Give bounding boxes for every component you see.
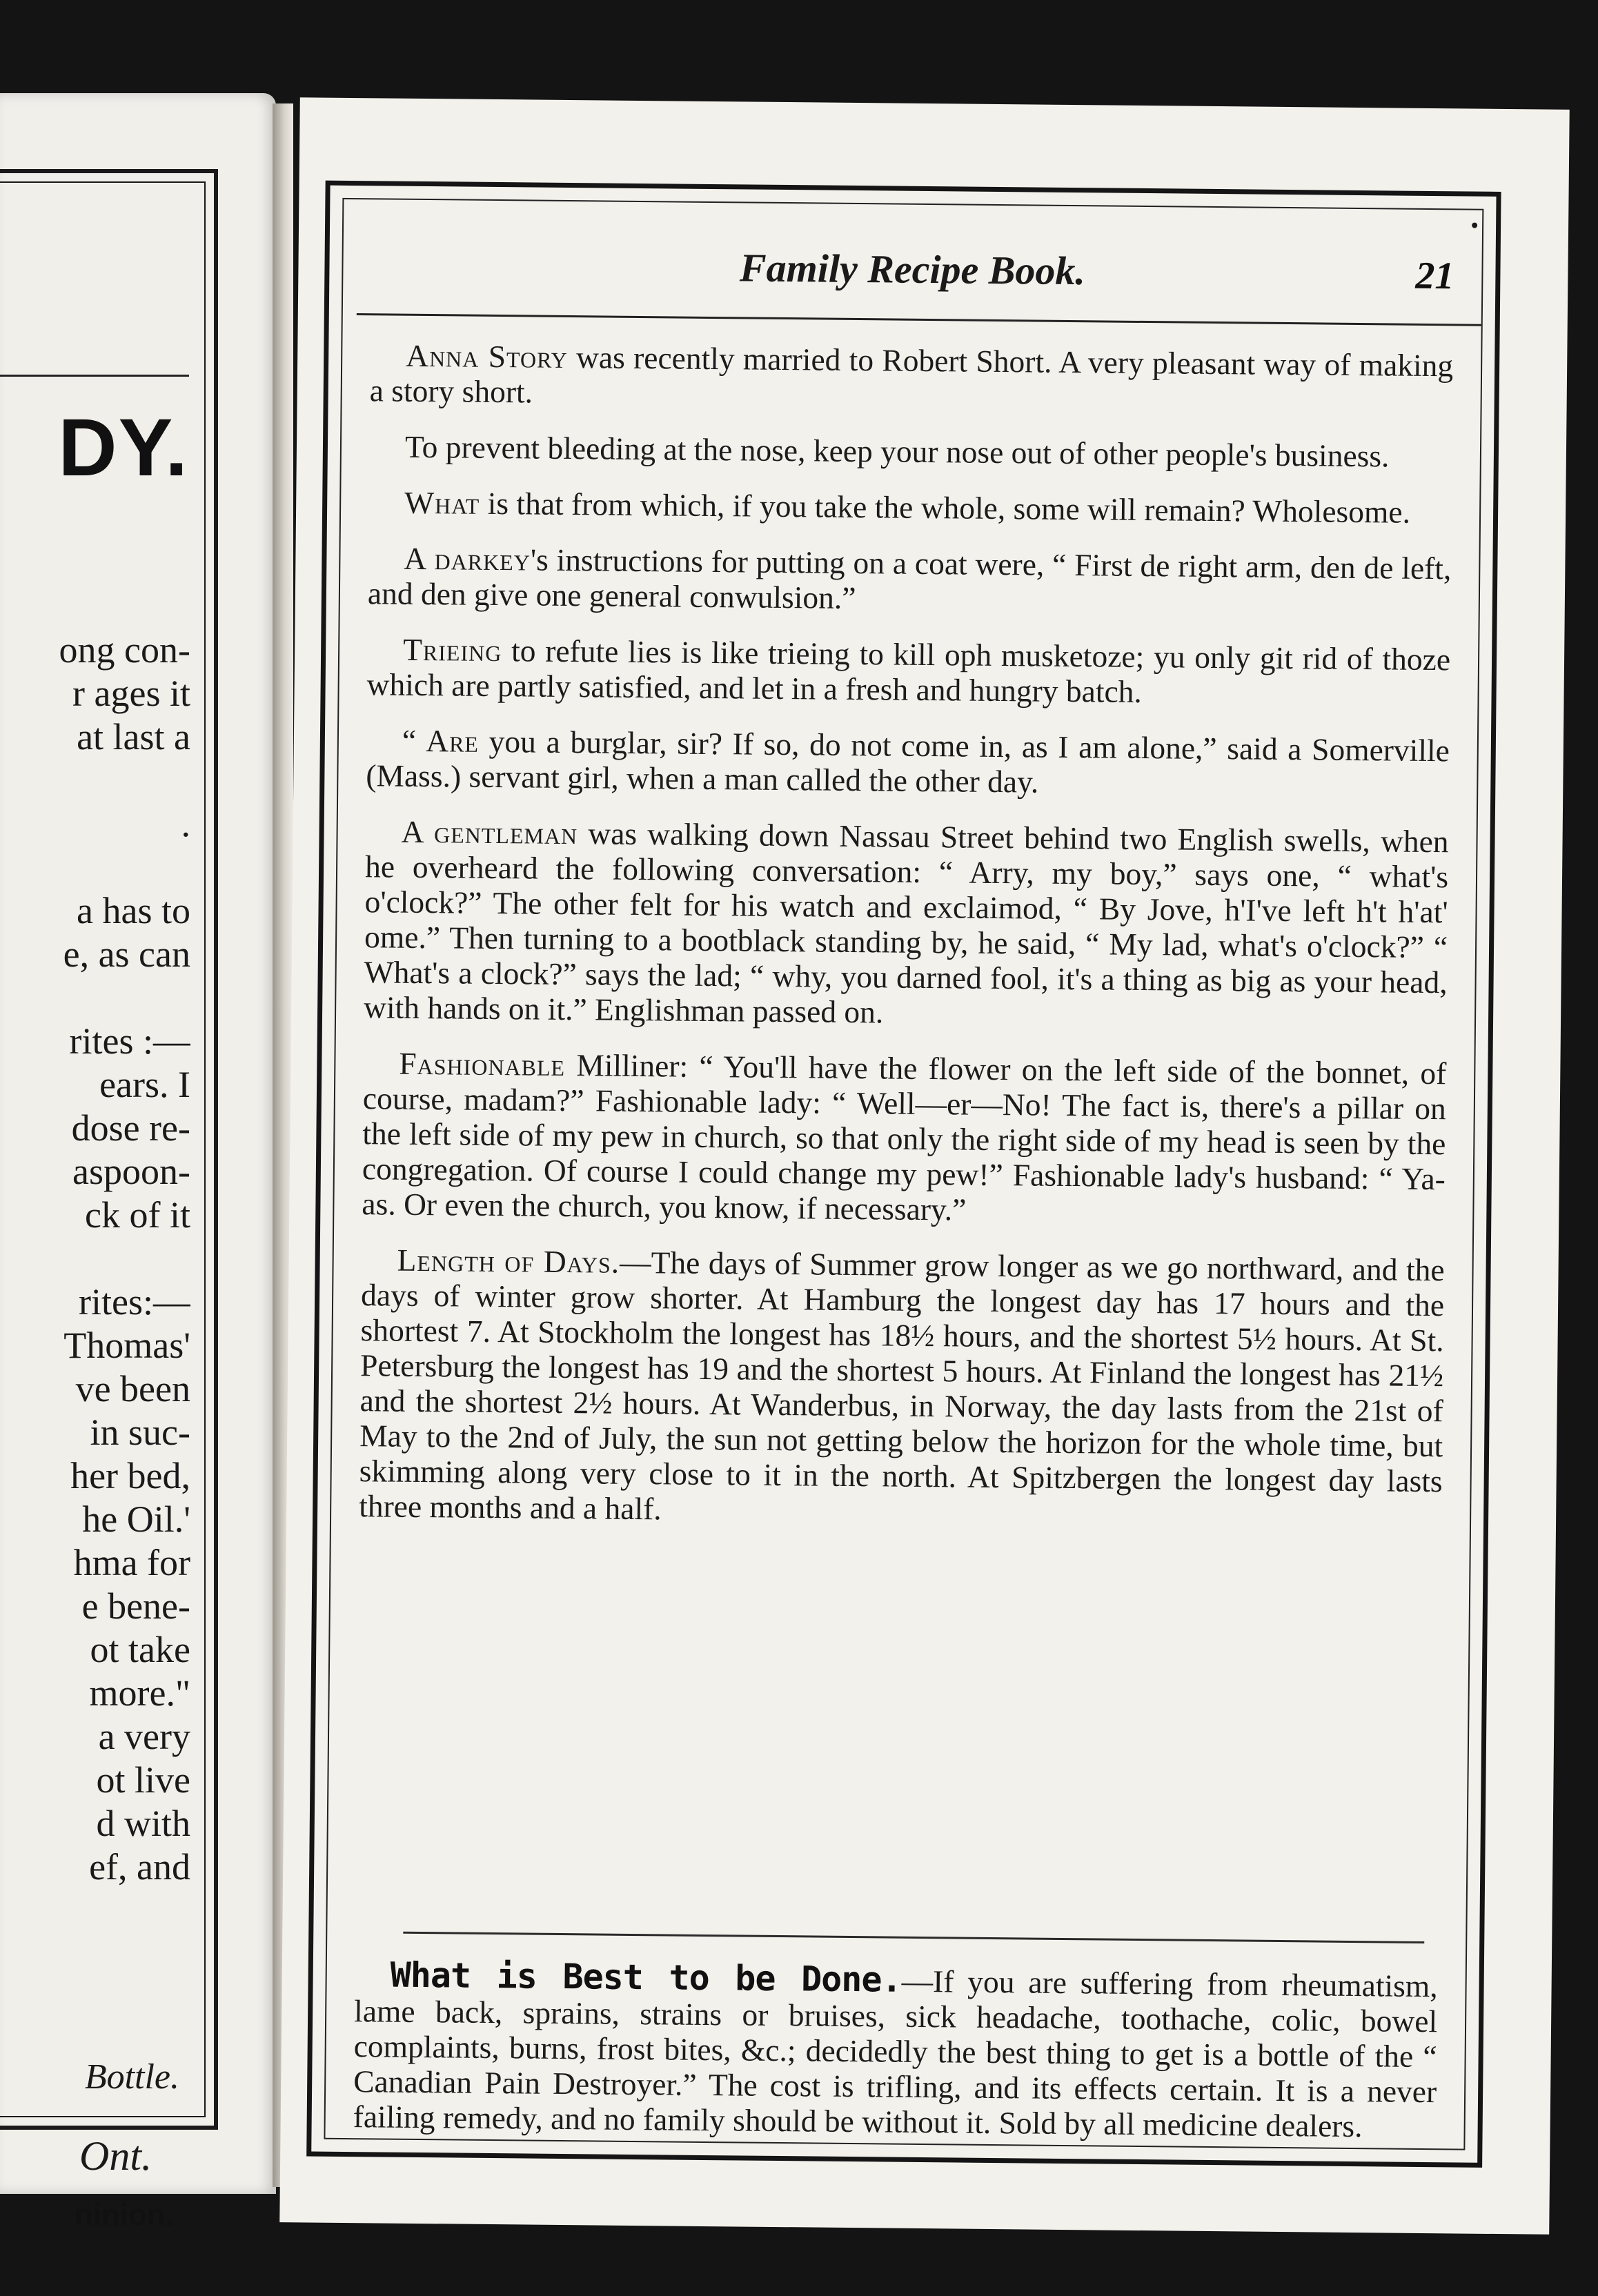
paragraph-text: 's instructions for putting on a coat were, “ First de right arm, den de left, and den give one general conwulsion.”: [367, 542, 1452, 616]
joke-paragraph: [364, 813, 1449, 1035]
joke-paragraph: [368, 540, 1452, 621]
left-page-line: ot take: [90, 1629, 190, 1670]
left-page-line: e bene-: [81, 1585, 190, 1627]
left-page-line: dose re-: [71, 1107, 190, 1149]
left-page-ont-text: Ont.: [79, 2133, 152, 2179]
book-title: Family Recipe Book.: [739, 245, 1086, 294]
left-page-line: d with: [96, 1803, 190, 1844]
joke-paragraph: [366, 631, 1450, 712]
paragraph-text: —The days of Summer grow longer as we go northward, and the days of winter grow shorter. At Hamburg the longest day has 17 hours and the shortest 7. At Stockholm the longest has 18½ hours, and the shortest 5½ hours. At St. Petersburg the longest has 19 and the shortest 5 hours. At Finland the longest has 21½ and the shortest 2½ hours. At Wanderbus, in Norway, the day lasts from the 21st of May to the 2nd of July, the sun not getting below the horizon for the whole time, but skimming along very close to it in the north. At Spitzbergen the longest day lasts three months and a half.: [358, 1244, 1445, 1527]
paragraph-lead: Anna Story: [405, 337, 569, 375]
left-page-line: ong con-: [59, 629, 190, 671]
page-content: [359, 337, 1454, 1554]
left-page-line: [0, 759, 190, 802]
left-page-line: a very: [98, 1716, 190, 1757]
paragraph-lead: “ Are: [402, 722, 480, 759]
left-page-line: Thomas': [63, 1325, 190, 1366]
paragraph-lead: Trieing: [402, 631, 502, 669]
running-head: [343, 241, 1482, 307]
left-page-line: he Oil.': [82, 1498, 190, 1540]
left-page-rule: [0, 375, 189, 377]
left-page-line: at last a: [77, 716, 190, 758]
advertisement-text: —If you are suffering from rheumatism, lame back, sprains, strains or bruises, sick headache, toothache, colic, bowel complaints, burns, frost bites, &c.; decidedly the best thing to get is a bottle of the “ Canadian Pain Destroyer.” The cost is trifling, and its effects certain. It is a never failing remedy, and no family should be without it. Sold by all medicine dealers.: [353, 1963, 1438, 2144]
page-border-inner: [324, 198, 1483, 2150]
left-page-line: e, as can: [63, 933, 190, 975]
left-page-line: rites :—: [69, 1020, 190, 1062]
left-page-line: ef, and: [89, 1846, 190, 1888]
advertisement-heading: What is Best to be Done.: [390, 1954, 902, 2000]
joke-paragraph: [362, 1045, 1446, 1231]
left-page-line: ve been: [75, 1368, 190, 1409]
left-page-line: ears. I: [99, 1064, 190, 1105]
left-page-line: [0, 976, 190, 1020]
paragraph-text: is that from which, if you take the whole, some will remain? Wholesome.: [480, 485, 1411, 530]
joke-paragraph: [366, 722, 1450, 803]
left-page-frame: [0, 169, 218, 2232]
paragraph-lead: Fashionable: [399, 1045, 566, 1082]
left-page-line: [0, 846, 190, 889]
left-page-dominion-text: ninion.: [74, 2198, 174, 2232]
left-page-line: .: [181, 803, 190, 844]
paragraph-lead: A gentleman: [401, 813, 578, 851]
paragraph-text: To prevent bleeding at the nose, keep your nose out of other people's business.: [404, 428, 1390, 474]
left-page: [0, 93, 276, 2232]
left-page-text: [0, 629, 190, 1889]
joke-paragraph: [370, 337, 1454, 418]
left-page-line: more.": [89, 1672, 190, 1714]
joke-paragraph: [368, 484, 1452, 530]
right-page: [279, 97, 1569, 2235]
paragraph-text: you a burglar, sir? If so, do not come in, as I am alone,” said a Somerville (Mass.) servant girl, when a man called the other day.: [366, 723, 1450, 800]
left-page-line: rites:—: [79, 1281, 190, 1323]
advertisement-paragraph: [353, 1954, 1438, 2144]
left-page-bottle-text: Bottle.: [84, 2057, 179, 2097]
paragraph-lead: Length of Days.: [397, 1242, 620, 1280]
advertisement: [353, 1954, 1438, 2144]
advertisement-rule: [403, 1932, 1424, 1943]
left-page-line: r ages it: [72, 673, 190, 714]
paragraph-lead: A darkey: [404, 540, 531, 577]
left-page-line: ck of it: [85, 1194, 190, 1236]
joke-paragraph: [359, 1242, 1445, 1534]
paragraph-text: was walking down Nassau Street behind two English swells, when he overheard the following conversation: “ Arry, my boy,” says one, “ what's o'clock?” The other felt for his watch and exclaimod, “ By Jove, h'I've left h't h'at' ome.” Then turning to a bootblack standing by, he said, “ My lad, what's o'clock?” “ What's a clock?” says the lad; “ why, you darned fool, it's a thing as big as your head, with hands on it.” Englishman passed on.: [363, 815, 1449, 1030]
paragraph-text: was recently married to Robert Short. A very pleasant way of making a story short.: [369, 339, 1454, 410]
left-page-line: in suc-: [90, 1412, 190, 1453]
paragraph-lead: What: [404, 484, 480, 521]
left-page-line: [0, 1237, 190, 1280]
joke-paragraph: [369, 428, 1452, 474]
page-number: 21: [1415, 254, 1454, 298]
left-page-heading: DY.: [58, 402, 189, 493]
page-border-outer: [306, 181, 1501, 2168]
paragraph-text: to refute lies is like trieing to kill oph musketoze; yu only git rid of thoze which are partly satisfied, and let in a fresh and hungry batch.: [366, 633, 1451, 709]
left-page-line: her bed,: [70, 1455, 190, 1496]
left-page-line: ot live: [96, 1759, 190, 1801]
header-rule: [357, 313, 1481, 326]
left-page-line: hma for: [73, 1542, 190, 1583]
left-page-line: aspoon-: [72, 1151, 190, 1192]
paragraph-text: Milliner: “ You'll have the flower on the left side of the bonnet, of course, madam?” Fashionable lady: “ Well—er—No! The fact is, there's a pillar on the left side of my pew in church, so that only the right side of my head is seen by the congregation. Of course I could change my pew!” Fashionable lady's husband: “ Ya-as. Or even the church, you know, if necessary.”: [362, 1047, 1447, 1227]
left-page-line: a has to: [77, 890, 190, 931]
